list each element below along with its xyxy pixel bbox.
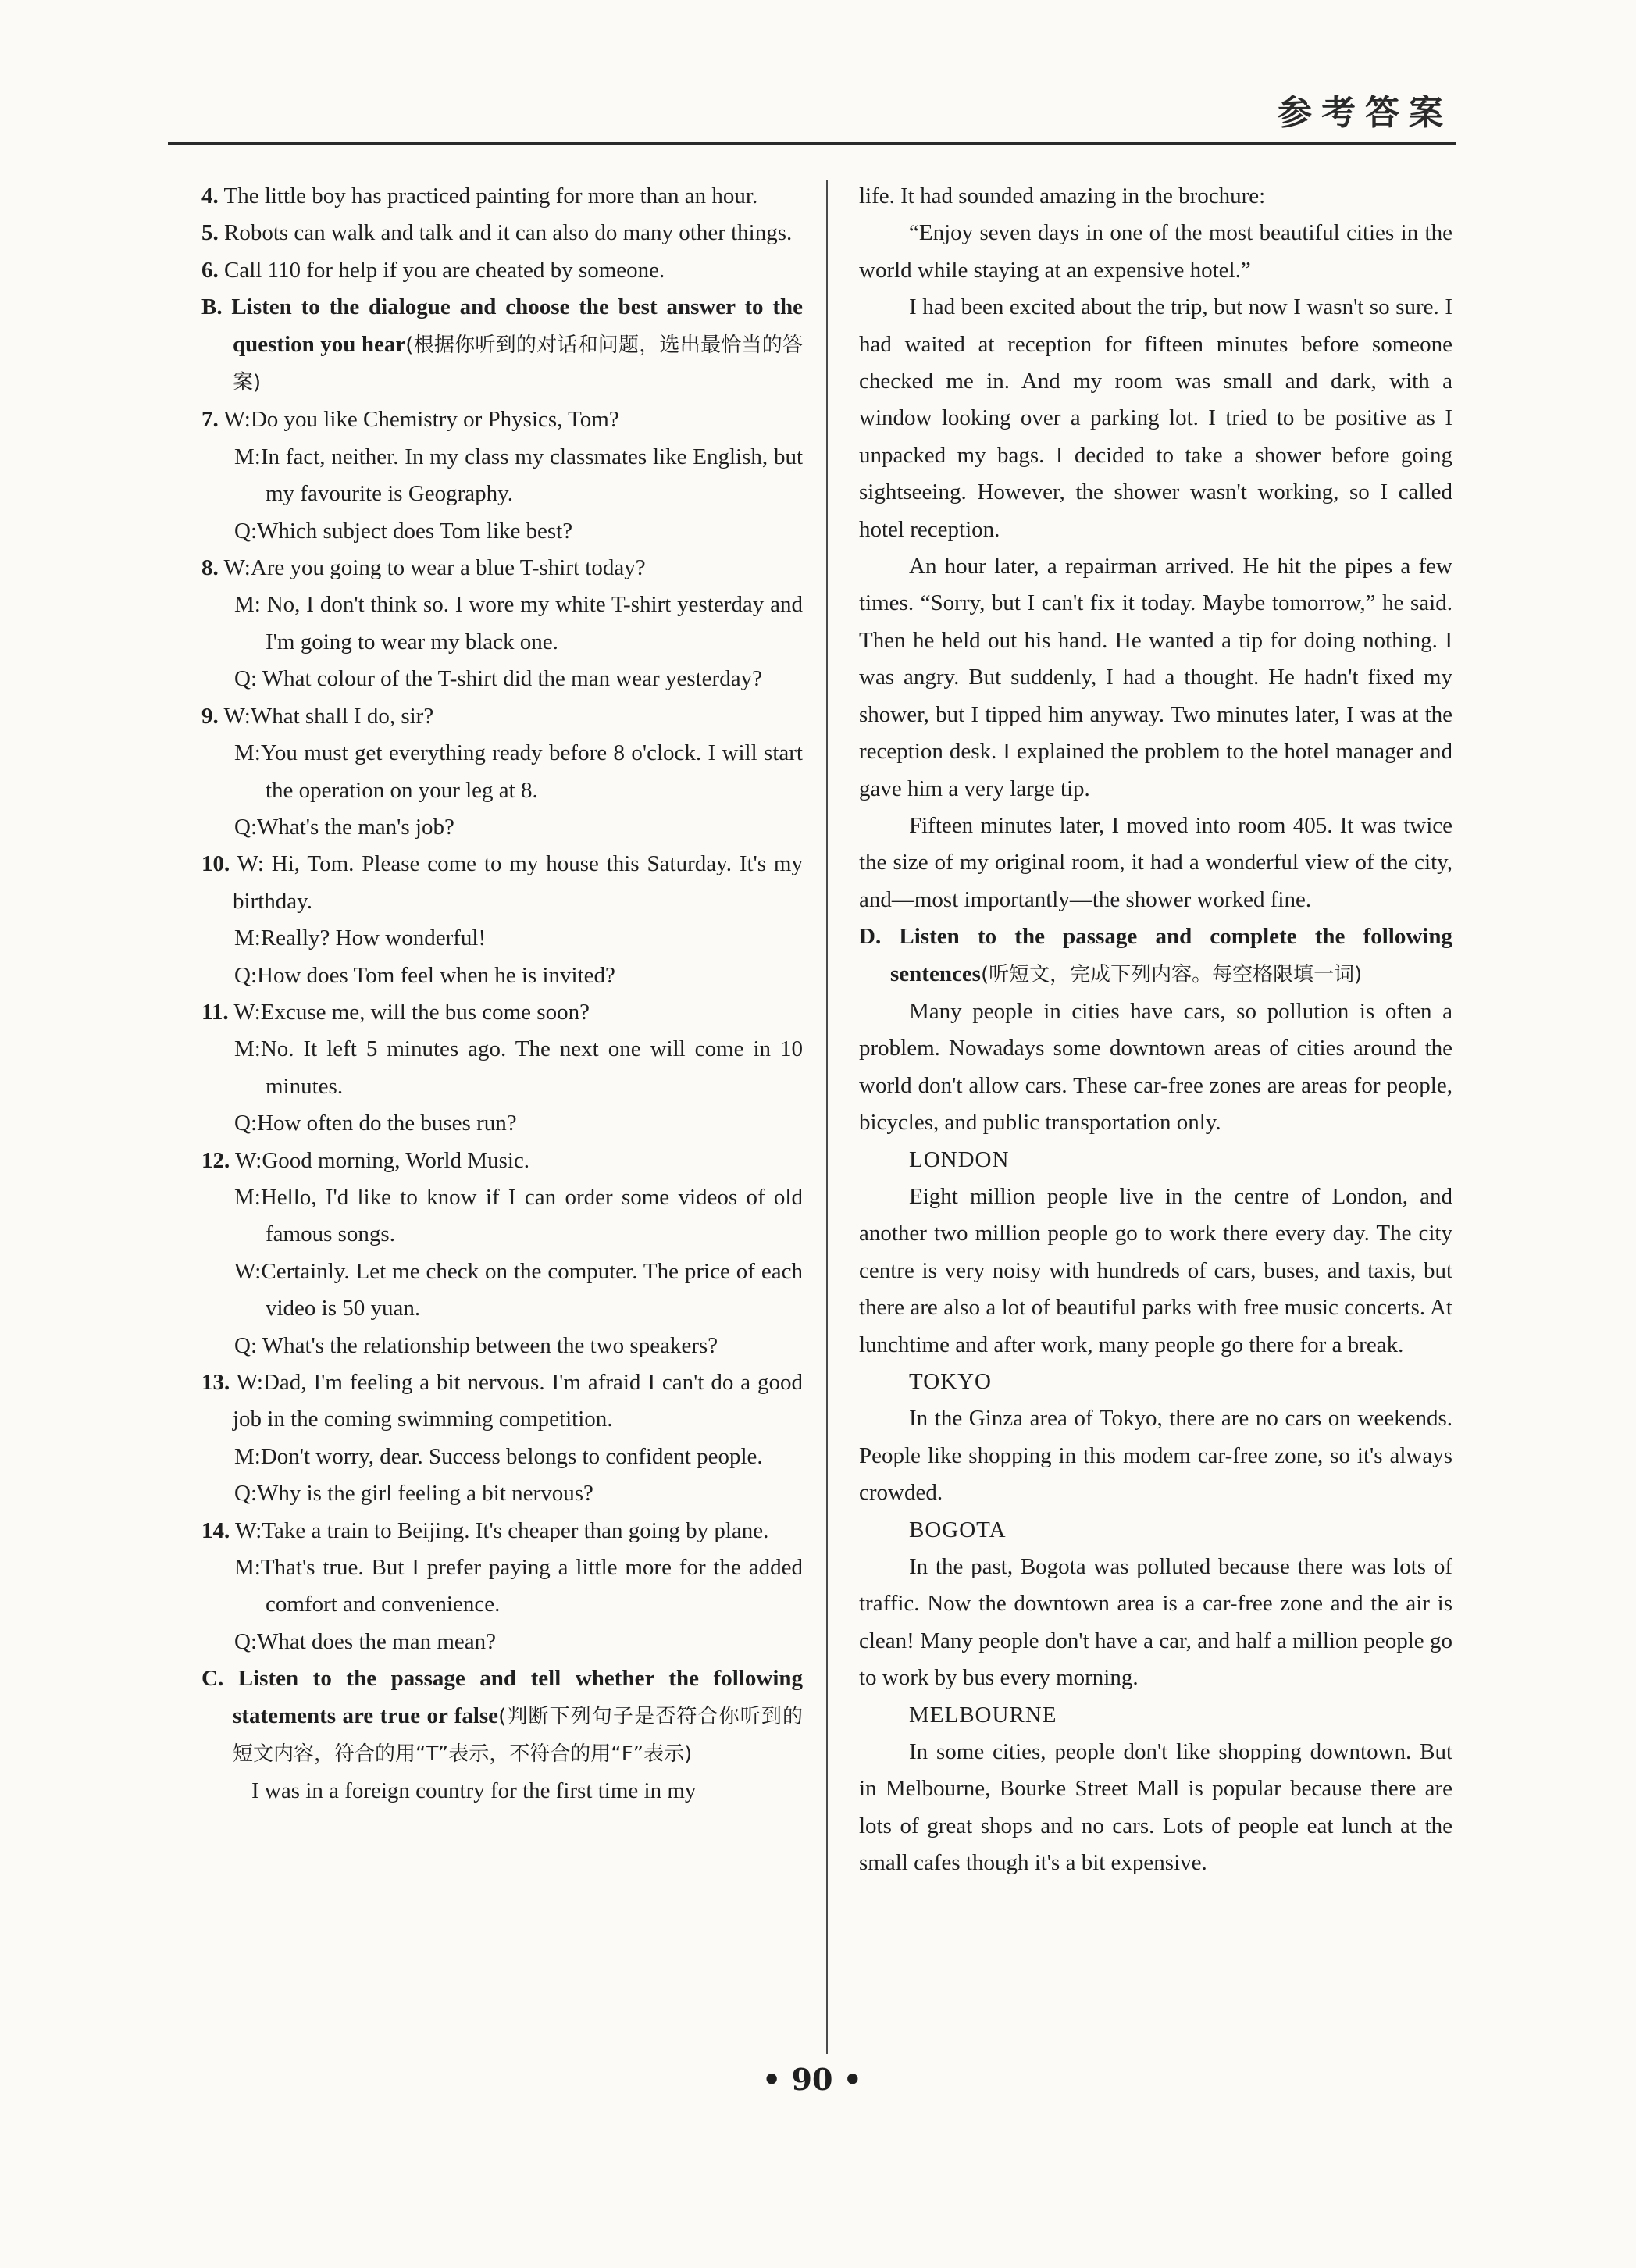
dialogue-line: W:Excuse me, will the bus come soon?: [233, 999, 590, 1025]
item-text: Robots can walk and talk and it can also do many other things.: [224, 220, 793, 246]
passage-c-paragraph-5: Fifteen minutes later, I moved into room 405. It was twice the size of my original room, it had a wonderful view of the city, and—most importantly—the shower worked fine.: [859, 812, 1452, 912]
item-number: 5.: [201, 220, 219, 246]
item-7-q: Q:Which subject does Tom like best?: [234, 518, 573, 544]
item-10-q: Q:How does Tom feel when he is invited?: [234, 962, 615, 988]
item-9-q: Q:What's the man's job?: [234, 814, 454, 840]
item-number: 13.: [201, 1370, 230, 1395]
item-9-w: [201, 698, 803, 735]
item-number: 9.: [201, 703, 219, 729]
item-number: 6.: [201, 257, 219, 283]
section-heading-en: D. Listen to the passage and complete the following sentences: [859, 924, 1452, 986]
passage-d-london: Eight million people live in the centre of London, and another two million people go to work there every day. The city centre is very noisy with hundreds of cars, buses, and taxis, but there are also a lot of beautiful parks with free music concerts. At lunchtime and after work, many people go there for a break.: [859, 1183, 1452, 1357]
dialogue-line: W: Hi, Tom. Please come to my house this Saturday. It's my birthday.: [233, 851, 803, 914]
dialogue-line: W:Take a train to Beijing. It's cheaper than going by plane.: [234, 1517, 769, 1543]
city-heading-tokyo: TOKYO: [909, 1369, 992, 1394]
item-14-m: M:That's true. But I prefer paying a little more for the added comfort and convenience.: [234, 1555, 803, 1617]
left-column: [201, 178, 803, 2068]
item-number: 14.: [201, 1517, 230, 1543]
item-7-m: M:In fact, neither. In my class my classmates like English, but my favourite is Geography.: [234, 444, 803, 507]
item-text: The little boy has practiced painting for more than an hour.: [223, 184, 758, 209]
section-heading-cn: (判断下列句子是否符合你听到的短文内容，符合的用“T”表示，不符合的用“F”表示): [233, 1704, 803, 1767]
item-6: [201, 252, 803, 289]
item-9-m: M:You must get everything ready before 8 o'clock. I will start the operation on your leg at 8.: [234, 740, 803, 803]
item-11-m: M:No. It left 5 minutes ago. The next one will come in 10 minutes.: [234, 1036, 803, 1099]
dialogue-line: W:Are you going to wear a blue T-shirt today?: [223, 555, 646, 581]
page-number: • 90 •: [762, 2062, 862, 2097]
section-heading-en: C. Listen to the passage and tell whether the following statements are true or false: [201, 1666, 803, 1728]
section-c-passage-start: I was in a foreign country for the first time in my: [251, 1778, 697, 1804]
item-8-w: [201, 550, 803, 587]
item-5: [201, 215, 803, 251]
section-heading-en: B. Listen to the dialogue and choose the best answer to the question you hear: [201, 294, 803, 357]
passage-d-tokyo: In the Ginza area of Tokyo, there are no cars on weekends. People like shopping in this modem car-free zone, so it's always crowded.: [859, 1406, 1452, 1506]
item-10-m: M:Really? How wonderful!: [234, 925, 487, 951]
section-b-heading: [201, 289, 803, 401]
item-12-m: M:Hello, I'd like to know if I can order some videos of old famous songs.: [234, 1184, 803, 1247]
item-11-w: [201, 994, 803, 1031]
item-12-w: [201, 1143, 803, 1179]
dialogue-line: W:What shall I do, sir?: [223, 703, 434, 729]
passage-c-paragraph-1: life. It had sounded amazing in the brochure:: [859, 184, 1266, 209]
item-12-w2: W:Certainly. Let me check on the computer. The price of each video is 50 yuan.: [234, 1258, 803, 1321]
passage-d-bogota: In the past, Bogota was polluted because there was lots of traffic. Now the downtown area is a car-free zone and the air is clean! Many people don't have a car, and half a million people go to work by bus every morning.: [859, 1554, 1452, 1691]
dialogue-line: W:Dad, I'm feeling a bit nervous. I'm afraid I can't do a good job in the coming swimming competition.: [233, 1370, 803, 1432]
item-11-q: Q:How often do the buses run?: [234, 1111, 517, 1136]
right-column: [859, 178, 1452, 2068]
city-heading-london: LONDON: [909, 1146, 1010, 1172]
item-10-w: [201, 846, 803, 920]
item-number: 7.: [201, 407, 219, 433]
item-4: [201, 178, 803, 215]
item-8-q: Q: What colour of the T-shirt did the man wear yesterday?: [234, 666, 762, 692]
item-number: 12.: [201, 1147, 230, 1173]
item-number: 8.: [201, 555, 219, 581]
section-heading-cn: (根据你听到的对话和问题，选出最恰当的答案): [233, 333, 803, 395]
item-14-w: [201, 1513, 803, 1549]
dialogue-line: W:Do you like Chemistry or Physics, Tom?: [223, 407, 619, 433]
item-14-q: Q:What does the man mean?: [234, 1628, 496, 1654]
dialogue-line: W:Good morning, World Music.: [234, 1147, 530, 1173]
item-13-q: Q:Why is the girl feeling a bit nervous?: [234, 1481, 593, 1507]
section-heading-cn: (听短文，完成下列内容。每空格限填一词): [980, 962, 1363, 986]
passage-c-paragraph-4: An hour later, a repairman arrived. He hit the pipes a few times. “Sorry, but I can't fix it today. Maybe tomorrow,” he said. Then he held out his hand. He wanted a tip for doing nothing. I was angry. But suddenly, I had a thought. He hadn't fixed my shower, but I tipped him anyway. Two minutes later, I was at the reception desk. I explained the problem to the hotel manager and gave him a very large tip.: [859, 554, 1452, 801]
column-divider: [826, 180, 828, 2054]
item-13-m: M:Don't worry, dear. Success belongs to confident people.: [234, 1443, 763, 1469]
passage-c-paragraph-2: “Enjoy seven days in one of the most beautiful cities in the world while staying at an expensive hotel.”: [859, 220, 1452, 283]
item-8-m: M: No, I don't think so. I wore my white T-shirt yesterday and I'm going to wear my black one.: [234, 592, 803, 654]
section-c-heading: [201, 1660, 803, 1773]
header-rule: [168, 142, 1456, 145]
item-number: 11.: [201, 999, 229, 1025]
city-heading-bogota: BOGOTA: [909, 1517, 1007, 1542]
item-text: Call 110 for help if you are cheated by someone.: [224, 257, 665, 283]
page-header-title: 参考答案: [1278, 93, 1452, 133]
passage-c-paragraph-3: I had been excited about the trip, but now I wasn't so sure. I had waited at reception for fifteen minutes before someone checked me in. And my room was small and dark, with a window looking over a parking lot. I tried to be positive as I unpacked my bags. I decided to take a shower before going sightseeing. However, the shower wasn't working, so I called hotel reception.: [859, 294, 1452, 542]
passage-d-intro: Many people in cities have cars, so pollution is often a problem. Nowadays some downtown areas of cities around the world don't allow cars. These car-free zones are areas for people, bicycles, and public transportation only.: [859, 998, 1452, 1136]
item-number: 4.: [201, 184, 219, 209]
passage-d-melbourne: In some cities, people don't like shopping downtown. But in Melbourne, Bourke Street Mall is popular because there are lots of great shops and no cars. Lots of people eat lunch at the small cafes though it's a bit expensive.: [859, 1739, 1452, 1876]
section-d-heading: [859, 918, 1452, 993]
item-12-q: Q: What's the relationship between the two speakers?: [234, 1332, 718, 1358]
item-13-w: [201, 1364, 803, 1439]
city-heading-melbourne: MELBOURNE: [909, 1702, 1057, 1728]
item-7-w: [201, 401, 803, 438]
item-number: 10.: [201, 851, 230, 877]
